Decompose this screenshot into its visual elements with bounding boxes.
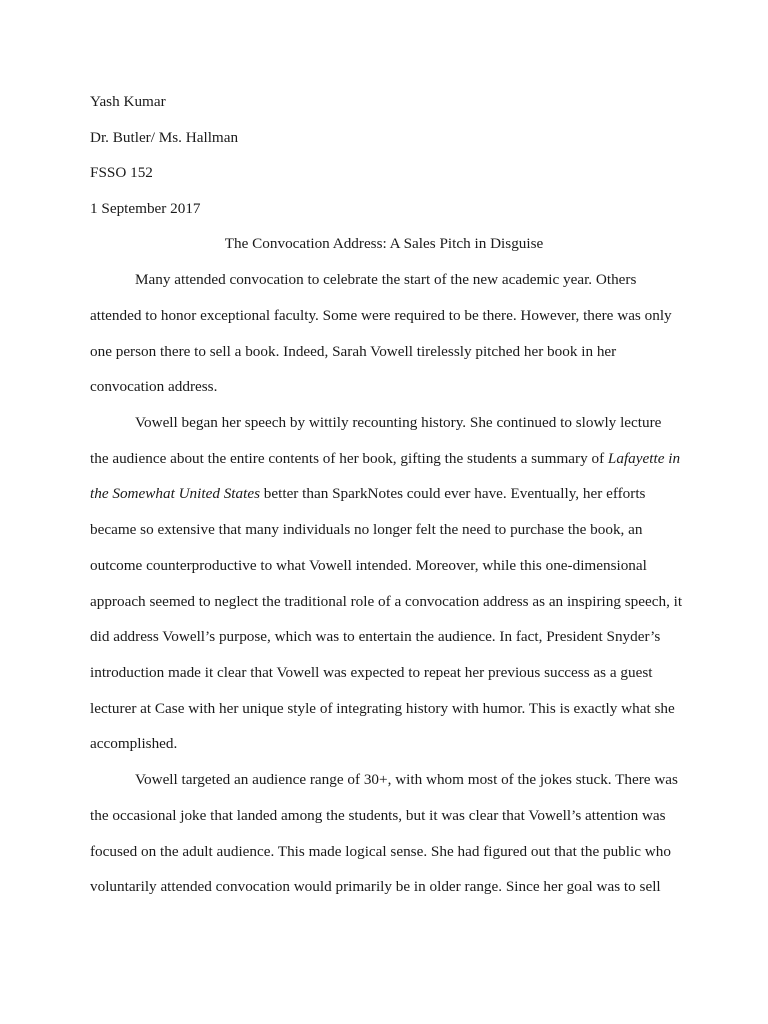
paragraph-2-line: introduction made it clear that Vowell was expected to repeat her previous success as a guest [90, 664, 653, 681]
paragraph-2-line: became so extensive that many individuals no longer felt the need to purchase the book, an [90, 521, 643, 538]
paragraph-2-line: approach seemed to neglect the traditional role of a convocation address as an inspiring speech, it [90, 593, 683, 610]
paragraph-2-line: accomplished. [90, 735, 178, 752]
paragraph-1-line: convocation address. [90, 378, 218, 395]
line-text: the audience about the entire contents of her book, gifting the students a summary of [90, 450, 608, 467]
author-name: Yash Kumar [90, 93, 166, 110]
paragraph-2-line [90, 484, 645, 504]
paragraph-1-line: Many attended convocation to celebrate the start of the new academic year. Others [135, 271, 637, 288]
book-title-italic: Lafayette in [607, 450, 681, 467]
paragraph-2-line: did address Vowell’s purpose, which was to entertain the audience. In fact, President Snyder’s [90, 628, 661, 645]
line-text: better than SparkNotes could ever have. Eventually, her efforts [260, 485, 646, 502]
course-code: FSSO 152 [90, 164, 153, 181]
document-date: 1 September 2017 [90, 200, 201, 217]
book-title-italic: the Somewhat United States [90, 485, 260, 502]
paragraph-2-line [90, 449, 680, 469]
essay-title: The Convocation Address: A Sales Pitch in Disguise [224, 235, 544, 252]
paragraph-2-line: Vowell began her speech by wittily recounting history. She continued to slowly lecture [135, 414, 662, 431]
paragraph-1-line: one person there to sell a book. Indeed, Sarah Vowell tirelessly pitched her book in her [90, 343, 617, 360]
paragraph-2-line: lecturer at Case with her unique style of integrating history with humor. This is exactly what she [90, 700, 675, 717]
paragraph-3-line: voluntarily attended convocation would primarily be in older range. Since her goal was to sell [90, 878, 661, 895]
paragraph-3-line: the occasional joke that landed among the students, but it was clear that Vowell’s attention was [90, 807, 666, 824]
paragraph-3-line: Vowell targeted an audience range of 30+, with whom most of the jokes stuck. There was [135, 771, 678, 788]
paragraph-3-line: focused on the adult audience. This made logical sense. She had figured out that the public who [90, 843, 671, 860]
instructor-names: Dr. Butler/ Ms. Hallman [90, 129, 239, 146]
paragraph-2-line: outcome counterproductive to what Vowell intended. Moreover, while this one-dimensional [90, 557, 647, 574]
paragraph-1-line: attended to honor exceptional faculty. Some were required to be there. However, there was only [90, 307, 672, 324]
